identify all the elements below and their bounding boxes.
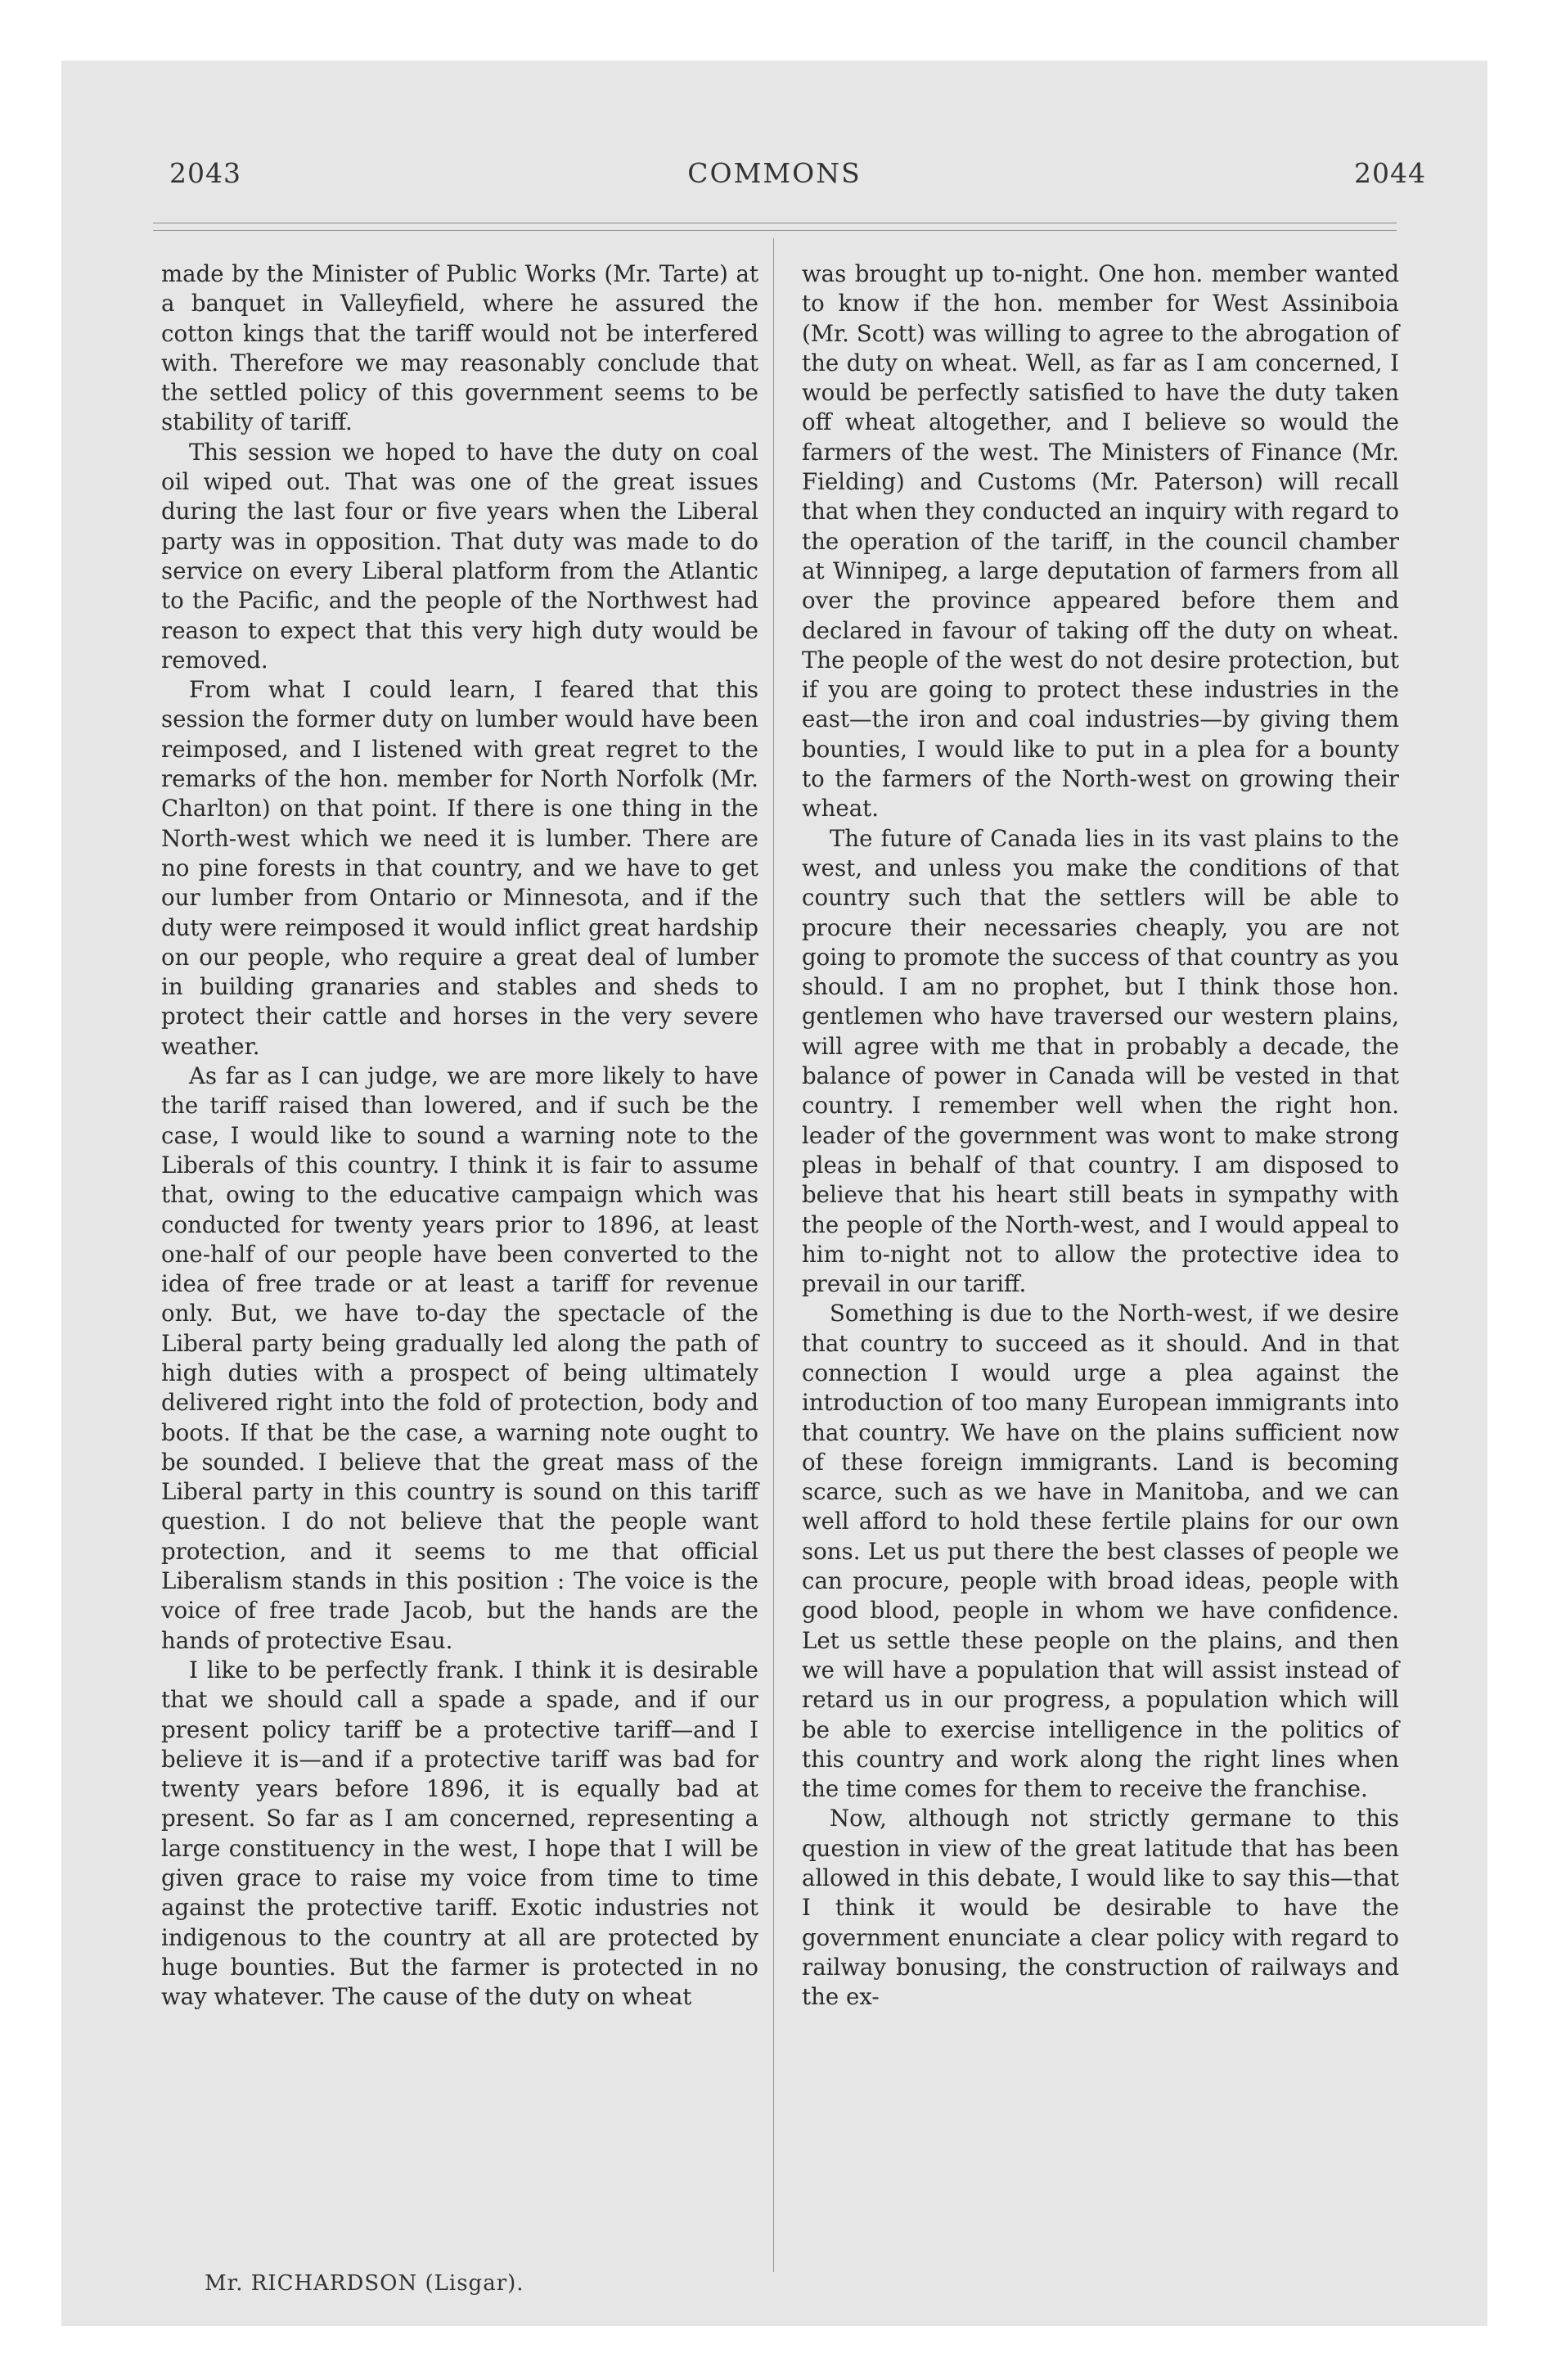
header-rule-bottom — [153, 230, 1397, 231]
page-number-left: 2043 — [169, 157, 241, 189]
page-title: COMMONS — [687, 157, 862, 189]
paragraph: Something is due to the North-west, if we desire that country to succeed as it should. And in that connection I would urge a plea against the introduction of too many European immigrants into that country. We have on the plains sufficient now of these foreign immigrants. Land is becoming scarce, such as we have in Manitoba, and we can well afford to hold these fertile plains for our own sons. Let us put there the best classes of people we can procure, people with broad ideas, people with good blood, people in whom we have confidence. Let us settle these people on the plains, and then we will have a population that will assist instead of retard us in our progress, a population which will be able to exercise intelligence in the politics of this country and work along the right lines when the time comes for them to receive the franchise. — [802, 1300, 1399, 1803]
left-column — [161, 259, 758, 2013]
paragraph: Now, although not strictly germane to this question in view of the great latitude that has been allowed in this debate, I would like to say this—that I think it would be desirable to have the government enunciate a clear policy with regard to railway bonusing, the construction of railways and the ex- — [802, 1805, 1399, 2011]
paragraph: was brought up to-night. One hon. member wanted to know if the hon. member for West Assiniboia (Mr. Scott) was willing to agree to the abrogation of the duty on wheat. Well, as far as I am concerned, I would be perfectly satisfied to have the duty taken off wheat altogether, and I believe so would the farmers of the west. The Ministers of Finance (Mr. Fielding) and Customs (Mr. Paterson) will recall that when they conducted an inquiry with regard to the operation of the tariff, in the council chamber at Winnipeg, a large deputation of farmers from all over the province appeared before them and declared in favour of taking off the duty on wheat. The people of the west do not desire protection, but if you are going to protect these industries in the east—the iron and coal industries—by giving them bounties, I would like to put in a plea for a bounty to the farmers of the North-west on growing their wheat. — [802, 260, 1399, 823]
paragraph: I like to be perfectly frank. I think it is desirable that we should call a spade a spade, and if our present policy tariff be a protective tariff—and I believe it is—and if a protective tariff was bad for twenty years before 1896, it is equally bad at present. So far as I am concerned, representing a large constituency in the west, I hope that I will be given grace to raise my voice from time to time against the protective tariff. Exotic industries not indigenous to the country at all are protected by huge bounties. But the farmer is protected in no way whatever. The cause of the duty on wheat — [161, 1656, 758, 2011]
paragraph: The future of Canada lies in its vast plains to the west, and unless you make the conditions of that country such that the settlers will be able to procure their necessaries cheaply, you are not going to promote the success of that country as you should. I am no prophet, but I think those hon. gentlemen who have traversed our western plains, will agree with me that in probably a decade, the balance of power in Canada will be vested in that country. I remember well when the right hon. leader of the government was wont to make strong pleas in behalf of that country. I am disposed to believe that his heart still beats in sympathy with the people of the North-west, and I would appeal to him to-night not to allow the protective idea to prevail in our tariff. — [802, 824, 1399, 1298]
paragraph: As far as I can judge, we are more likely to have the tariff raised than lowered, and if such be the case, I would like to sound a warning note to the Liberals of this country. I think it is fair to assume that, owing to the educative campaign which was conducted for twenty years prior to 1896, at least one-half of our people have been converted to the idea of free trade or at least a tariff for revenue only. But, we have to-day the spectacle of the Liberal party being gradually led along the path of high duties with a prospect of being ultimately delivered right into the fold of protection, body and boots. If that be the case, a warning note ought to be sounded. I believe that the great mass of the Liberal party in this country is sound on this tariff question. I do not believe that the people want protection, and it seems to me that official Liberalism stands in this position : The voice is the voice of free trade Jacob, but the hands are the hands of protective Esau. — [161, 1062, 758, 1654]
right-column — [802, 259, 1399, 2013]
column-divider — [773, 238, 774, 2272]
page-number-right: 2044 — [1354, 157, 1426, 189]
scanned-page — [61, 61, 1487, 2326]
paragraph: made by the Minister of Public Works (Mr. Tarte) at a banquet in Valleyfield, where he assured the cotton kings that the tariff would not be interfered with. Therefore we may reasonably conclude that the settled policy of this government seems to be stability of tariff. — [161, 260, 758, 436]
paragraph: This session we hoped to have the duty on coal oil wiped out. That was one of the great issues during the last four or five years when the Liberal party was in opposition. That duty was made to do service on every Liberal platform from the Atlantic to the Pacific, and the people of the Northwest had reason to expect that this very high duty would be removed. — [161, 438, 758, 674]
speaker-footer: Mr. RICHARDSON (Lisgar). — [205, 2271, 524, 2296]
paragraph: From what I could learn, I feared that this session the former duty on lumber would have been reimposed, and I listened with great regret to the remarks of the hon. member for North Norfolk (Mr. Charlton) on that point. If there is one thing in the North-west which we need it is lumber. There are no pine forests in that country, and we have to get our lumber from Ontario or Minnesota, and if the duty were reimposed it would inflict great hardship on our people, who require a great deal of lumber in building granaries and stables and sheds to protect their cattle and horses in the very severe weather. — [161, 676, 758, 1060]
